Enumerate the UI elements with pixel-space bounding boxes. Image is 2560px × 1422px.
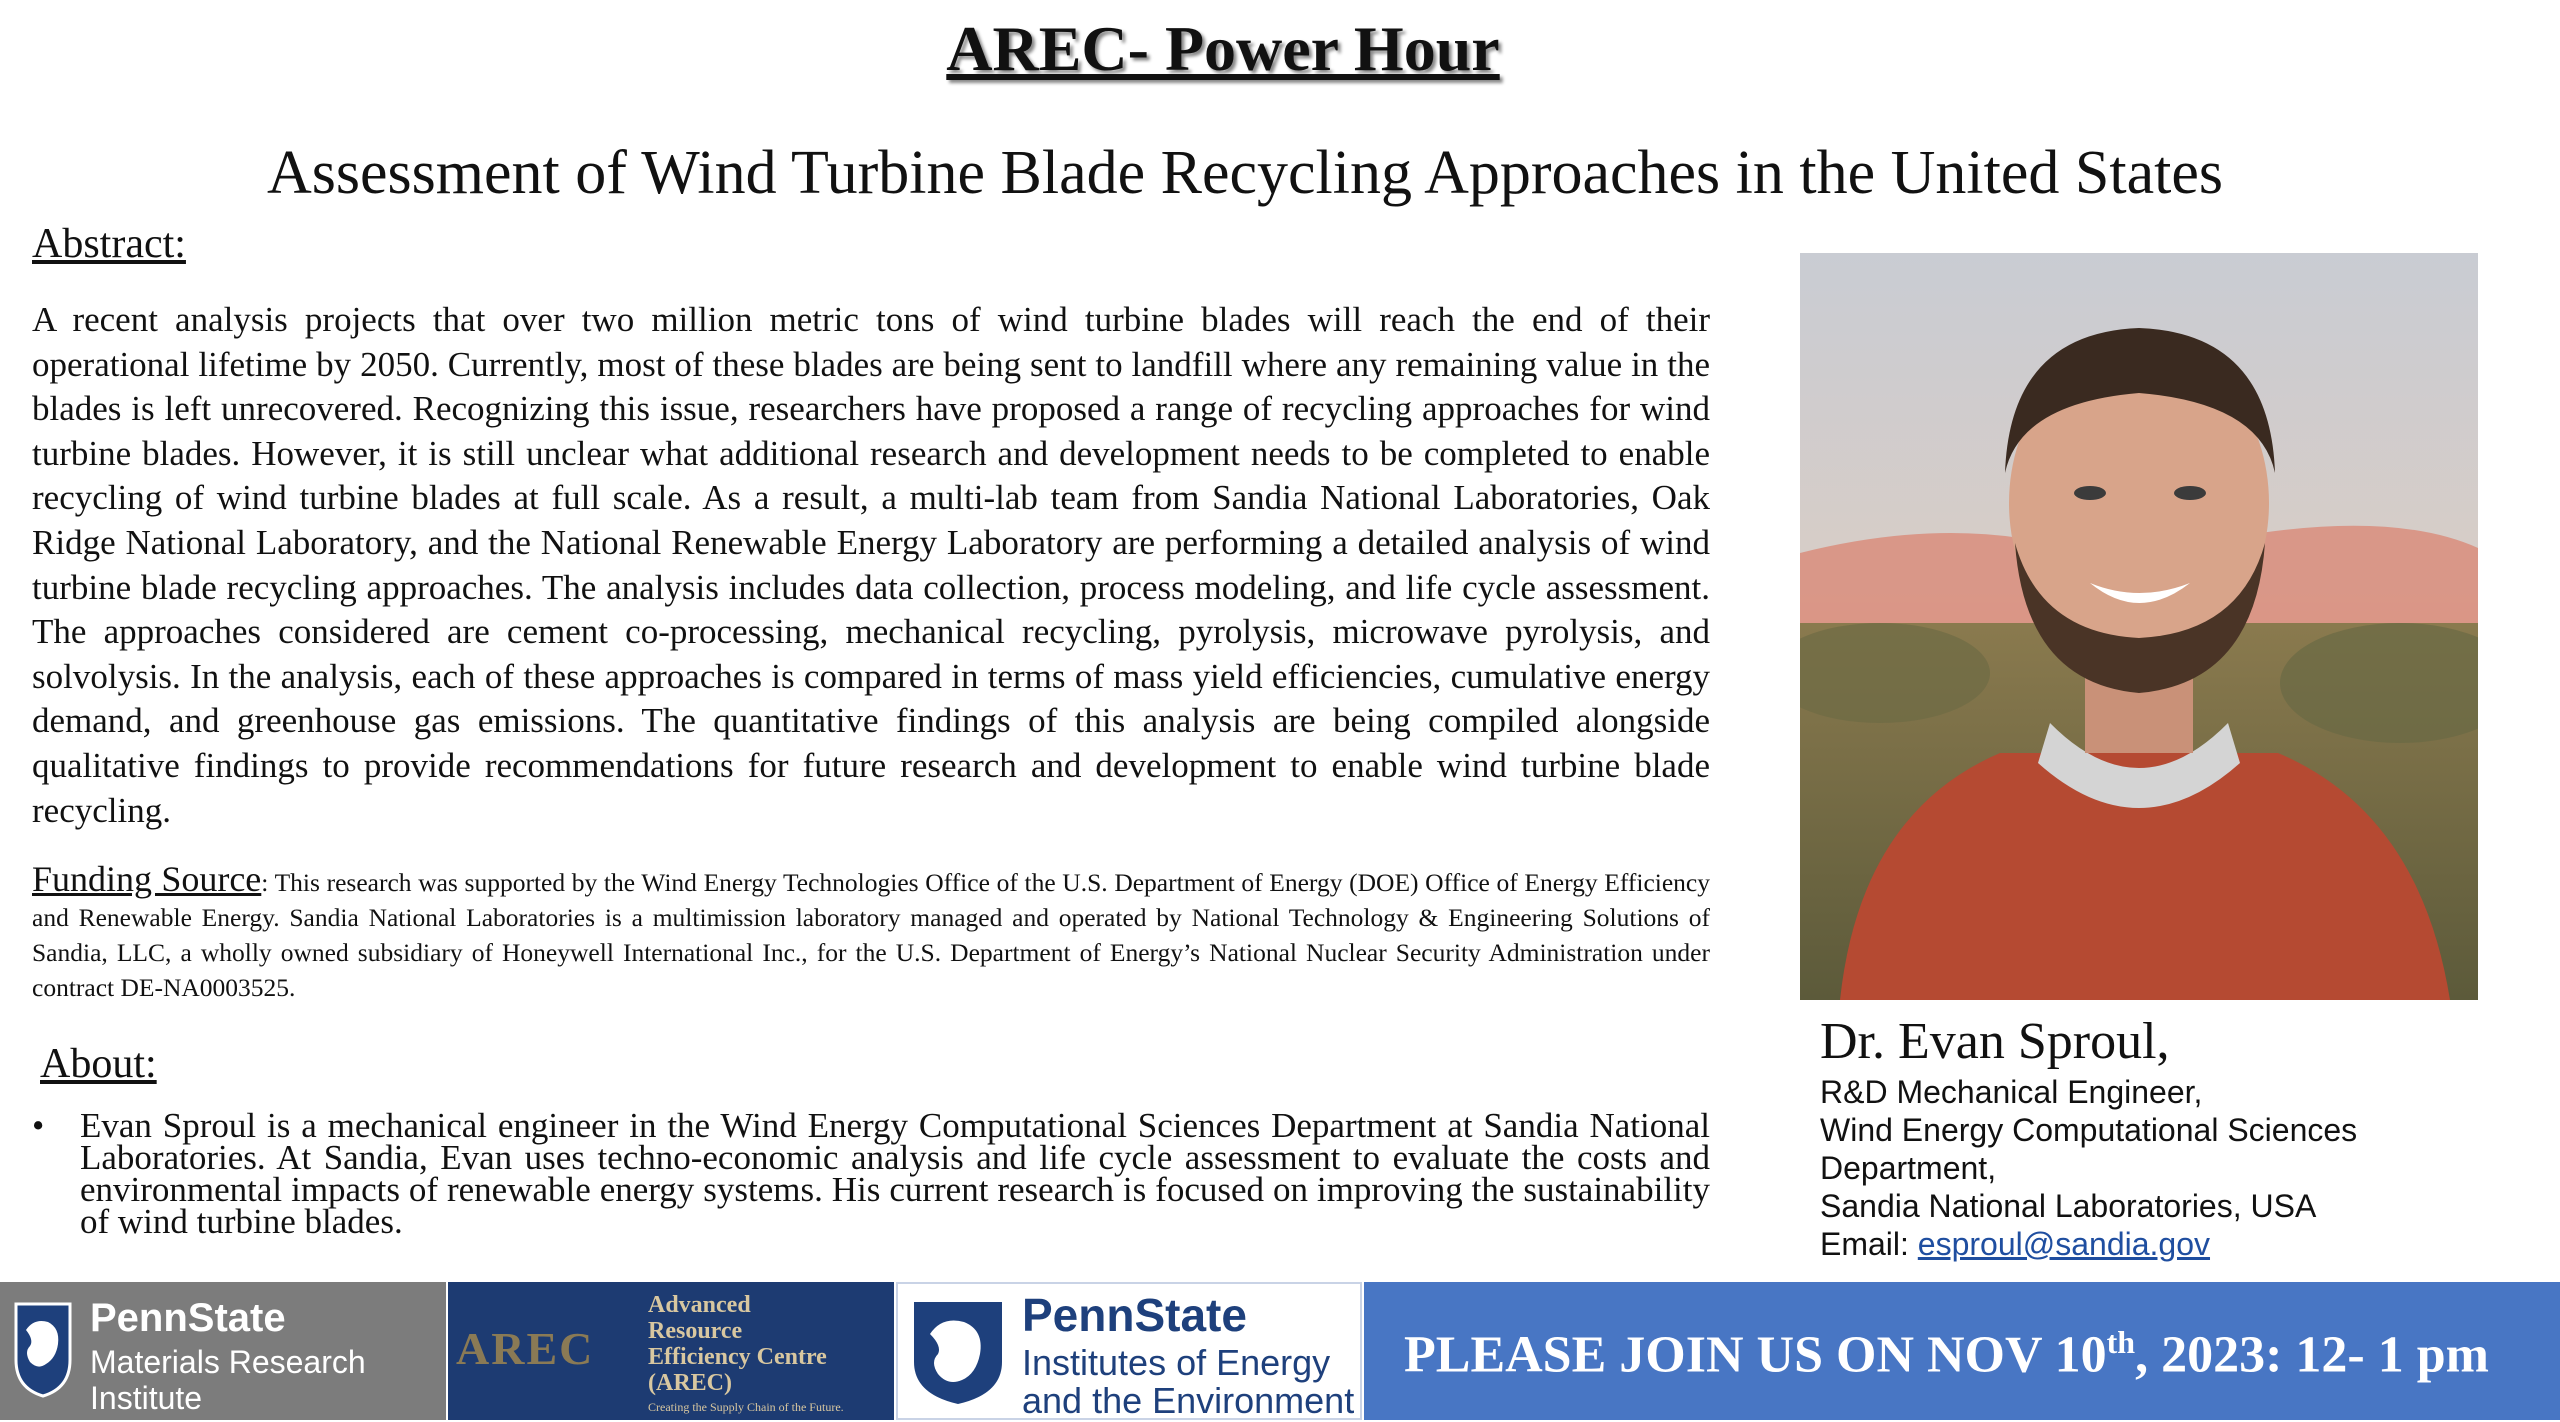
psu-iee-line1: Institutes of Energy [1022, 1342, 1331, 1383]
arec-line4: (AREC) [648, 1370, 732, 1396]
arec-line1: Advanced [648, 1292, 751, 1318]
psu-iee-logo [896, 1282, 1362, 1420]
banner-prefix: PLEASE JOIN US ON NOV 10 [1404, 1326, 2107, 1384]
speaker-department: Wind Energy Computational Sciences [1820, 1112, 2358, 1148]
about-item [32, 1106, 1710, 1241]
psu-mri-wordmark: PennState [90, 1296, 286, 1340]
event-title: AREC- Power Hour [946, 13, 1500, 84]
psu-mri-logo [0, 1282, 446, 1420]
psu-iee-wordmark: PennState [1022, 1289, 1247, 1341]
psu-iee-line2: and the Environment [1022, 1380, 1355, 1421]
arec-logo [448, 1282, 894, 1420]
about-text: Evan Sproul is a mechanical engineer in the Wind Energy Computational Sciences Department at Sandia National Laboratories. At Sandia, Evan uses techno-economic analysis and life cycle assessment to evaluate the costs and environmental impacts of renewable energy systems. His current research is focused on improving the sustainability of wind turbine blades. [80, 1106, 1710, 1241]
nittany-lion-shield-icon [908, 1296, 1008, 1408]
abstract-heading: Abstract: [32, 221, 186, 267]
speaker-role: R&D Mechanical Engineer, [1820, 1074, 2203, 1110]
arec-line3: Efficiency Centre [648, 1344, 827, 1370]
event-date-banner [1364, 1282, 2560, 1420]
email-link[interactable]: esproul@sandia.gov [1917, 1226, 2211, 1262]
speaker-portrait-icon [1800, 253, 2478, 1000]
email-label: Email: [1820, 1226, 1918, 1262]
arec-mark: AREC [456, 1323, 595, 1374]
speaker-email-row [1820, 1225, 2357, 1263]
about-list [32, 1106, 1710, 1241]
funding-source [32, 859, 1710, 1005]
speaker-photo [1800, 253, 2478, 1000]
about-heading: About: [40, 1041, 157, 1087]
banner-time: , 2023: 12- 1 pm [2135, 1326, 2489, 1384]
speaker-details [1820, 1073, 2357, 1263]
funding-source-text: : This research was supported by the Wind Energy Technologies Office of the U.S. Department of Energy (DOE) Office of Energy Efficiency and Renewable Energy. Sandia National Laboratories is a multimission laboratory managed and operated by National Technology & Engineering Solutions of Sandia, LLC, a wholly owned subsidiary of Honeywell International Inc., for the U.S. Department of Energy’s National Nuclear Security Administration under contract DE-NA0003525. [32, 868, 1710, 1002]
speaker-organization: Sandia National Laboratories, USA [1820, 1188, 2317, 1224]
psu-mri-line2: Institute [90, 1380, 203, 1416]
speaker-department-cont: Department, [1820, 1150, 1997, 1186]
psu-mri-line1: Materials Research [90, 1344, 366, 1380]
nittany-lion-shield-icon [12, 1300, 74, 1400]
arec-name [648, 1292, 827, 1396]
abstract-text: A recent analysis projects that over two million metric tons of wind turbine blades will reach the end of their operational lifetime by 2050. Currently, most of these blades are being sent to landfill where any remaining value in the blades is left unrecovered. Recognizing this issue, researchers have proposed a range of recycling approaches for wind turbine blades. However, it is still unclear what additional research and development needs to be completed to enable recycling of wind turbine blades at full scale. As a result, a multi-lab team from Sandia National Laboratories, Oak Ridge National Laboratory, and the National Renewable Energy Laboratory are performing a detailed analysis of wind turbine blade recycling approaches. The analysis includes data collection, process modeling, and life cycle assessment. The approaches considered are cement co-processing, mechanical recycling, pyrolysis, microwave pyrolysis, and solvolysis. In the analysis, each of these approaches is compared in terms of mass yield efficiencies, cumulative energy demand, and greenhouse gas emissions. The quantitative findings of this analysis are being compiled alongside qualitative findings to provide recommendations for future research and development to enable wind turbine blade recycling. [32, 300, 1710, 830]
banner-ordinal: th [2106, 1324, 2136, 1360]
arec-tagline: Creating the Supply Chain of the Future. [648, 1400, 844, 1414]
event-date-text [1404, 1324, 2489, 1384]
talk-title: Assessment of Wind Turbine Blade Recycling Approaches in the United States [267, 139, 2223, 207]
funding-source-label: Funding Source [32, 859, 262, 899]
bullet-icon: • [32, 1106, 45, 1145]
arec-line2: Resource [648, 1318, 743, 1344]
speaker-name: Dr. Evan Sproul, [1820, 1013, 2170, 1070]
